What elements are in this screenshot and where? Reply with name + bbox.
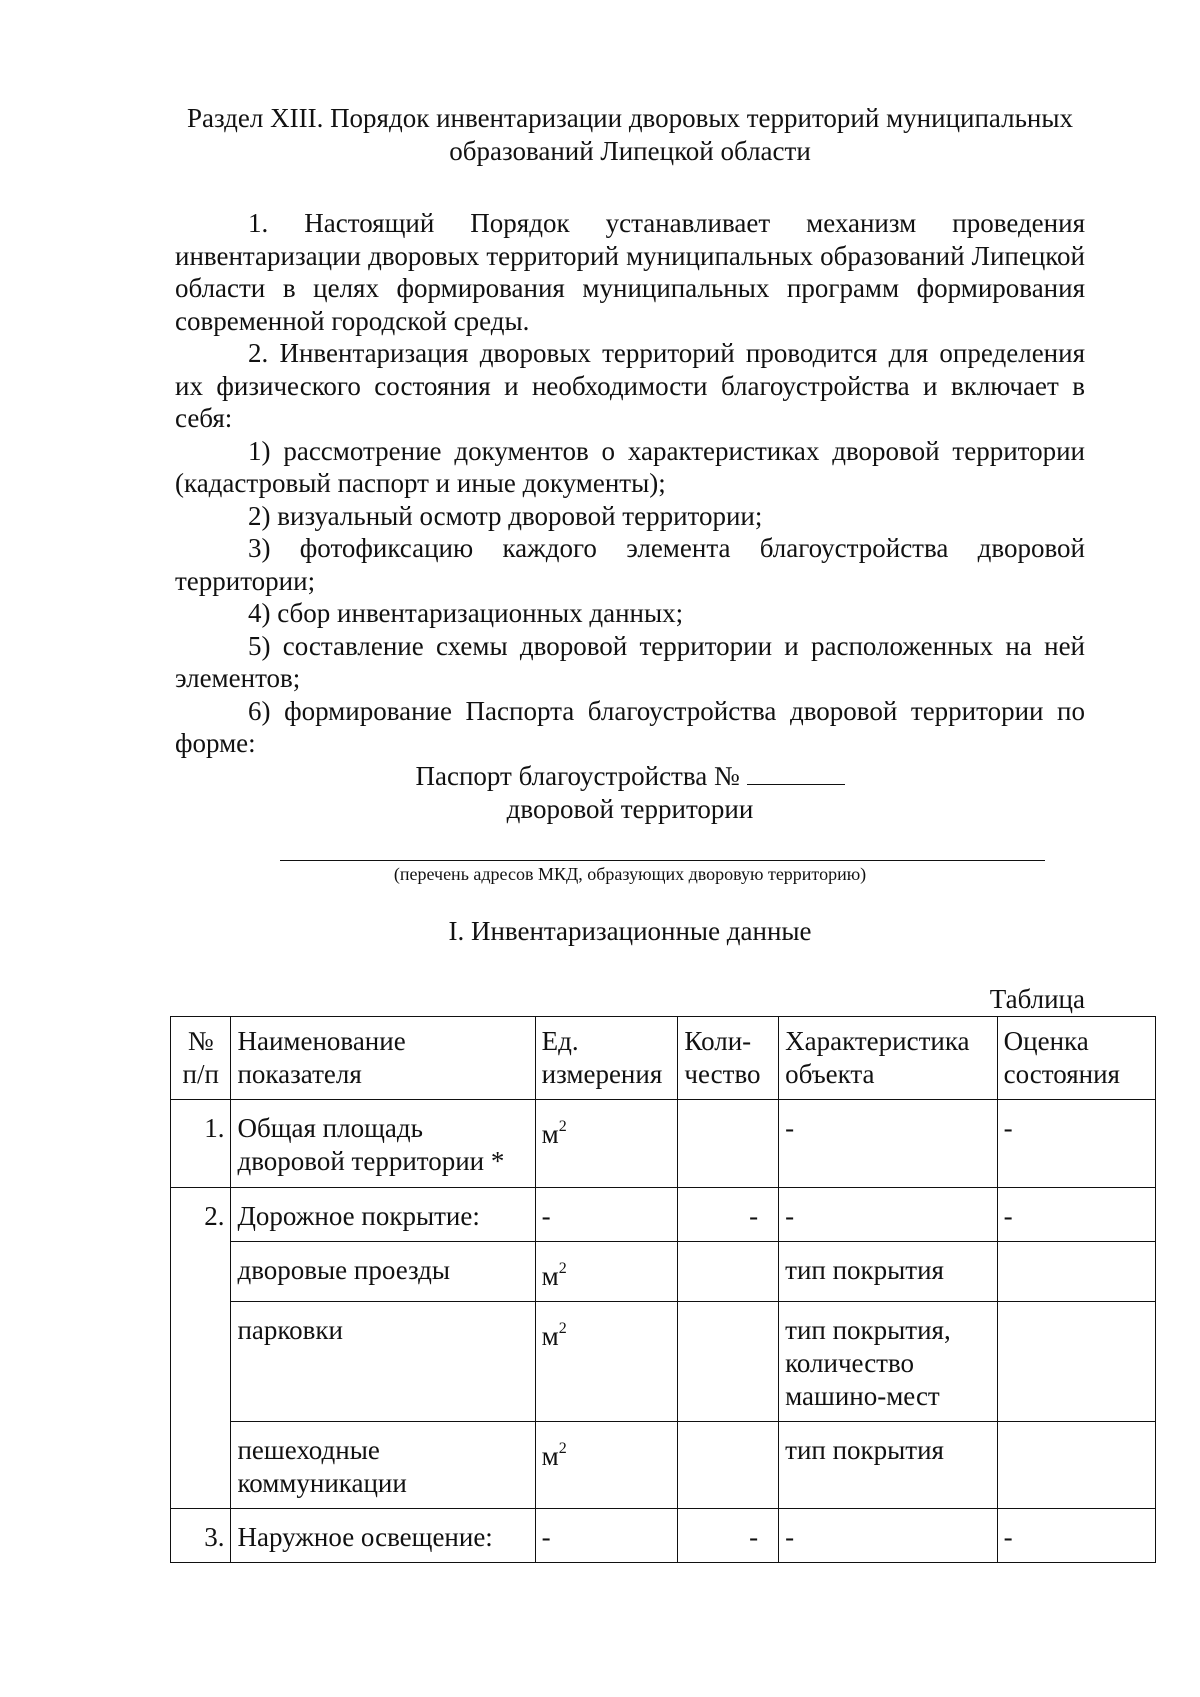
row-unit — [535, 1422, 678, 1509]
header-unit: Ед. измерения — [535, 1017, 678, 1100]
table-row — [171, 1242, 1156, 1302]
row-eval: - — [997, 1509, 1155, 1563]
row-eval — [997, 1242, 1155, 1302]
list-item-5: 5) составление схемы дворовой территории и расположенных на ней элементов; — [175, 630, 1085, 693]
table-caption: Таблица — [989, 984, 1085, 1014]
unit-text: м — [541, 1441, 559, 1471]
row-qty: - — [678, 1188, 779, 1242]
row-name: пешеходные коммуникации — [231, 1422, 535, 1509]
row-num: 2. — [171, 1188, 231, 1509]
row-name: парковки — [231, 1302, 535, 1422]
unit-sup: 2 — [558, 1320, 567, 1337]
list-item-2: 2) визуальный осмотр дворовой территории; — [248, 500, 763, 531]
list-item-6: 6) формирование Паспорта благоустройства дворовой территории по форме: — [175, 695, 1085, 758]
unit-sup: 2 — [558, 1440, 567, 1457]
passport-number-blank — [747, 760, 845, 785]
unit-sup: 2 — [558, 1260, 567, 1277]
row-qty — [678, 1302, 779, 1422]
address-caption: (перечень адресов МКД, образующих дворовую территорию) — [393, 864, 867, 884]
header-qty: Коли-чество — [678, 1017, 779, 1100]
table-header-row — [171, 1017, 1156, 1100]
unit-sup: 2 — [558, 1118, 567, 1135]
passport-title: Паспорт благоустройства № — [415, 761, 740, 791]
row-char: - — [779, 1100, 998, 1188]
list-item-1: 1) рассмотрение документов о характеристиках дворовой территории (кадастровый паспорт и иные документы); — [175, 435, 1085, 498]
row-unit — [535, 1242, 678, 1302]
unit-text: м — [541, 1321, 559, 1351]
row-name: дворовые проезды — [231, 1242, 535, 1302]
passport-heading — [175, 760, 1085, 826]
row-qty — [678, 1100, 779, 1188]
row-qty — [678, 1242, 779, 1302]
body-text — [175, 207, 1085, 760]
table-row — [171, 1302, 1156, 1422]
table-row — [171, 1100, 1156, 1188]
address-blank-line — [280, 860, 1045, 861]
paragraph-1: 1. Настоящий Порядок устанавливает механизм проведения инвентаризации дворовых территорий муниципальных образований Липецкой области в целях формирования муниципальных программ формирования современной городской среды. — [175, 208, 1085, 336]
row-eval — [997, 1422, 1155, 1509]
table-row — [171, 1188, 1156, 1242]
passport-title-line-1 — [175, 760, 1085, 793]
row-char: - — [779, 1188, 998, 1242]
section-title — [175, 102, 1085, 168]
section-title-line-1: Раздел XIII. Порядок инвентаризации дворовых территорий муниципальных — [186, 103, 1074, 133]
row-qty — [678, 1422, 779, 1509]
inventory-table — [170, 1016, 1156, 1563]
row-name: Общая площадь дворовой территории * — [231, 1100, 535, 1188]
header-num: № п/п — [171, 1017, 231, 1100]
unit-text: м — [541, 1261, 559, 1291]
inventory-section-heading: I. Инвентаризационные данные — [448, 916, 812, 946]
table-row — [171, 1422, 1156, 1509]
header-char: Характеристика объекта — [779, 1017, 998, 1100]
section-title-line-2: образований Липецкой области — [449, 136, 811, 166]
row-num: 1. — [171, 1100, 231, 1188]
paragraph-2: 2. Инвентаризация дворовых территорий проводится для определения их физического состояния и необходимости благоустройства и включает в себя: — [175, 338, 1085, 433]
row-eval: - — [997, 1188, 1155, 1242]
row-char: тип покрытия — [779, 1422, 998, 1509]
header-eval: Оценка состояния — [997, 1017, 1155, 1100]
row-unit — [535, 1302, 678, 1422]
table-row — [171, 1509, 1156, 1563]
row-eval: - — [997, 1100, 1155, 1188]
row-unit: - — [535, 1509, 678, 1563]
row-name: Дорожное покрытие: — [231, 1188, 535, 1242]
unit-text: м — [541, 1119, 559, 1149]
header-name: Наименование показателя — [231, 1017, 535, 1100]
row-unit: - — [535, 1188, 678, 1242]
row-char: - — [779, 1509, 998, 1563]
passport-title-line-2: дворовой территории — [506, 794, 754, 824]
row-unit — [535, 1100, 678, 1188]
list-item-3: 3) фотофиксацию каждого элемента благоустройства дворовой территории; — [175, 533, 1085, 596]
row-eval — [997, 1302, 1155, 1422]
row-name: Наружное освещение: — [231, 1509, 535, 1563]
list-item-4: 4) сбор инвентаризационных данных; — [248, 598, 684, 628]
row-char: тип покрытия — [779, 1242, 998, 1302]
row-qty: - — [678, 1509, 779, 1563]
row-char: тип покрытия, количество машино-мест — [779, 1302, 998, 1422]
row-num: 3. — [171, 1509, 231, 1563]
